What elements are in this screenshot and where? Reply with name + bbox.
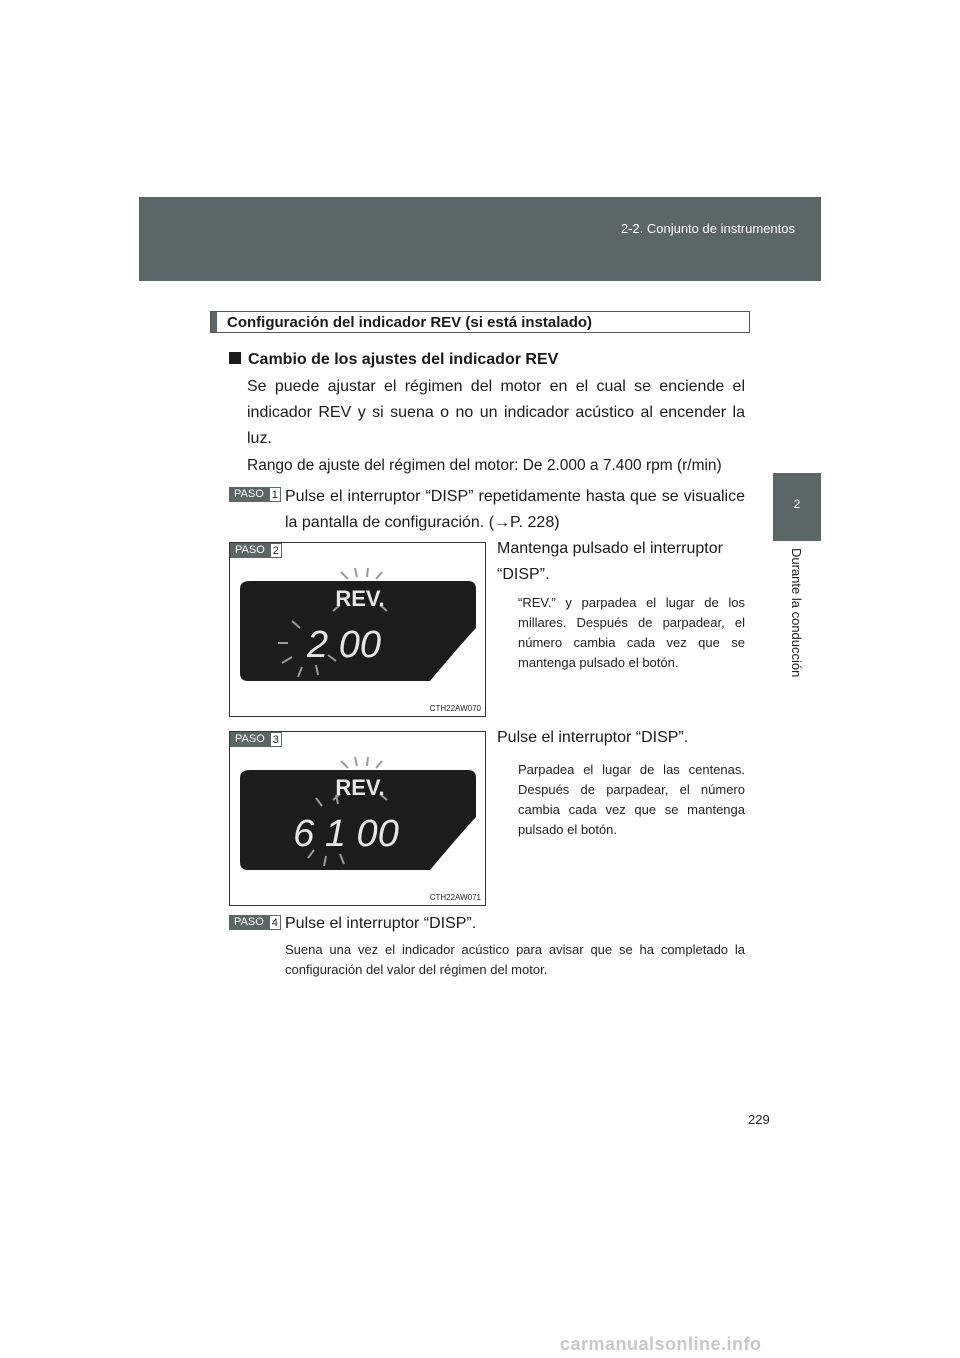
section-title-box	[210, 311, 750, 333]
section-title-bar	[211, 312, 217, 332]
section-title: Configuración del indicador REV (si está instalado)	[227, 314, 593, 331]
step-3-note: Parpadea el lugar de las centenas. Después de parpadear, el número cambia cada vez que se mantenga pulsado el botón.	[518, 762, 745, 837]
step-1-text: Pulse el interruptor “DISP” repetidamente hasta que se visualice la pantalla de configuración. (→P. 228)	[285, 488, 745, 531]
chapter-side-label: Durante la conducción	[789, 548, 804, 678]
paso-label: PASO	[229, 487, 269, 502]
step-1-tag	[229, 487, 281, 502]
step-2-text: Mantenga pulsado el interruptor “DISP”.	[497, 540, 723, 583]
subheading-text: Cambio de los ajustes del indicador REV	[248, 351, 559, 368]
rev-display-illustration	[230, 732, 487, 907]
paso-label: PASO	[229, 915, 269, 930]
chapter-number: 2	[793, 497, 801, 511]
step-4-note: Suena una vez el indicador acústico para avisar que se ha completado la configuración del valor del régimen del motor.	[285, 942, 745, 977]
subheading	[229, 351, 558, 369]
display-value: 6 1 00	[293, 813, 399, 855]
step-4-tag	[229, 915, 281, 930]
square-bullet-icon	[229, 352, 241, 364]
intro-paragraph: Se puede ajustar el régimen del motor en el cual se enciende el indicador REV y si suena o no un indicador acústico al encender la luz.	[247, 378, 745, 447]
step-3-text: Pulse el interruptor “DISP”.	[497, 729, 689, 746]
page-number: 229	[748, 1112, 770, 1127]
paso-label: PASO	[230, 732, 270, 747]
figure-code: CTH22AW070	[429, 704, 481, 713]
step-number: 2	[270, 543, 282, 558]
step-number: 3	[270, 732, 282, 747]
range-paragraph: Rango de ajuste del régimen del motor: De 2.000 a 7.400 rpm (r/min)	[247, 457, 722, 474]
chapter-side-tab	[773, 473, 821, 541]
display-value: 2 00	[307, 624, 381, 666]
chapter-title: 2-2. Conjunto de instrumentos	[620, 221, 795, 236]
step-2-figure	[229, 542, 486, 717]
display-rev-label: REV.	[335, 586, 385, 611]
rev-display-illustration	[230, 543, 487, 718]
step-2-note: “REV.” y parpadea el lugar de los millares. Después de parpadear, el número cambia cada vez que se mantenga pulsado el botón.	[518, 595, 745, 670]
display-rev-label: REV.	[335, 775, 385, 800]
paso-label: PASO	[230, 543, 270, 558]
figure-code: CTH22AW071	[429, 893, 481, 902]
watermark: carmanualsonline.info	[560, 1334, 762, 1354]
step-3-figure	[229, 731, 486, 906]
step-number: 1	[269, 487, 281, 502]
step-4-text: Pulse el interruptor “DISP”.	[285, 915, 477, 932]
chapter-header-band	[139, 197, 821, 281]
step-number: 4	[269, 915, 281, 930]
